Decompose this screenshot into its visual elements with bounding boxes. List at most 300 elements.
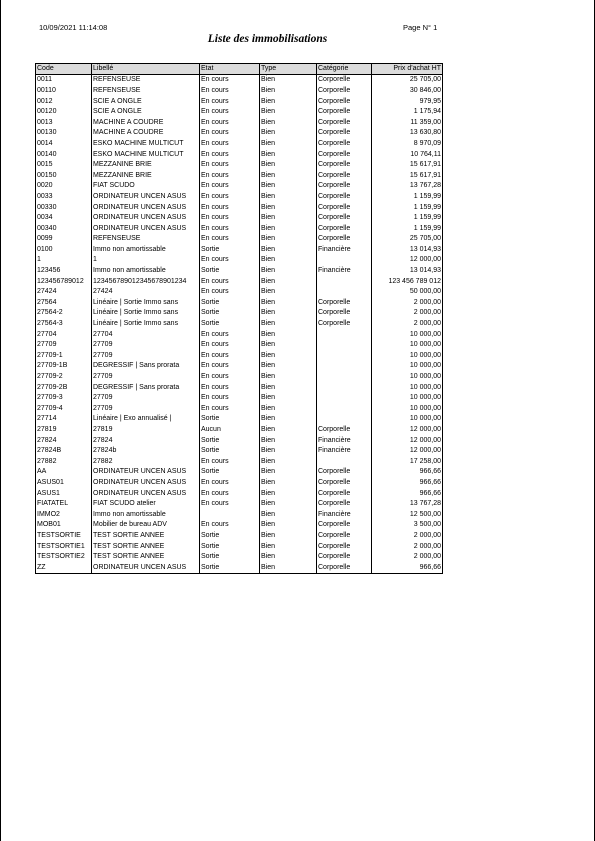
cell-categorie: Corporelle xyxy=(317,478,372,489)
cell-etat: En cours xyxy=(200,86,260,97)
cell-type: Bien xyxy=(260,361,317,372)
cell-code: TESTSORTIE xyxy=(36,531,92,542)
cell-libelle: 27704 xyxy=(92,329,200,340)
cell-etat: En cours xyxy=(200,75,260,86)
cell-prix-achat: 966,66 xyxy=(419,489,441,497)
cell-etat: Sortie xyxy=(200,435,260,446)
cell-type: Bien xyxy=(260,488,317,499)
table-row xyxy=(36,414,443,425)
cell-prix-achat: 10 000,00 xyxy=(409,341,441,349)
table-row xyxy=(36,520,443,531)
cell-code: 00120 xyxy=(36,107,92,118)
assets-table xyxy=(35,63,443,574)
cell-code: TESTSORTIE2 xyxy=(36,552,92,563)
cell-libelle: FIAT SCUDO atelier xyxy=(92,499,200,510)
cell-type: Bien xyxy=(260,552,317,563)
cell-categorie: Corporelle xyxy=(317,160,372,171)
cell-libelle: ORDINATEUR UNCEN ASUS xyxy=(92,224,200,235)
cell-etat: Sortie xyxy=(200,531,260,542)
cell-categorie: Corporelle xyxy=(317,234,372,245)
cell-type: Bien xyxy=(260,298,317,309)
cell-prix-achat: 15 617,91 xyxy=(409,161,441,169)
print-date: 10/09/2021 11:14:08 xyxy=(39,23,108,32)
table-row xyxy=(36,372,443,383)
cell-etat: En cours xyxy=(200,149,260,160)
cell-categorie: Corporelle xyxy=(317,96,372,107)
cell-code: 27824B xyxy=(36,446,92,457)
cell-categorie: Financière xyxy=(317,510,372,521)
cell-prix-achat: 13 767,28 xyxy=(409,182,441,190)
cell-etat: En cours xyxy=(200,255,260,266)
cell-code: 27709-1 xyxy=(36,351,92,362)
cell-code: 27709 xyxy=(36,340,92,351)
table-row xyxy=(36,435,443,446)
cell-prix-achat: 13 767,28 xyxy=(409,500,441,508)
cell-libelle: Linéaire | Sortie Immo sans xyxy=(92,298,200,309)
cell-type: Bien xyxy=(260,234,317,245)
cell-type: Bien xyxy=(260,171,317,182)
cell-type: Bien xyxy=(260,86,317,97)
cell-libelle: 27424 xyxy=(92,287,200,298)
cell-type: Bien xyxy=(260,425,317,436)
cell-etat: Sortie xyxy=(200,319,260,330)
cell-type: Bien xyxy=(260,414,317,425)
cell-etat: Sortie xyxy=(200,266,260,277)
table-row xyxy=(36,245,443,256)
table-row xyxy=(36,181,443,192)
cell-categorie xyxy=(317,329,372,340)
cell-prix-achat: 2 000,00 xyxy=(413,320,441,328)
cell-categorie xyxy=(317,351,372,362)
cell-type: Bien xyxy=(260,118,317,129)
cell-code: 27564 xyxy=(36,298,92,309)
table-row xyxy=(36,457,443,468)
cell-type: Bien xyxy=(260,128,317,139)
cell-code: 0100 xyxy=(36,245,92,256)
cell-categorie xyxy=(317,276,372,287)
column-header-etat: Etat xyxy=(200,64,260,75)
cell-libelle: TEST SORTIE ANNEE xyxy=(92,541,200,552)
cell-prix-achat: 50 000,00 xyxy=(409,288,441,296)
cell-libelle: ORDINATEUR UNCEN ASUS xyxy=(92,478,200,489)
cell-type: Bien xyxy=(260,351,317,362)
column-header-libelle: Libellé xyxy=(92,64,200,75)
cell-categorie xyxy=(317,255,372,266)
cell-libelle: 27709 xyxy=(92,404,200,415)
cell-etat: En cours xyxy=(200,234,260,245)
cell-categorie: Corporelle xyxy=(317,541,372,552)
table-row xyxy=(36,234,443,245)
cell-libelle: SCIE A ONGLE xyxy=(92,107,200,118)
cell-prix-achat: 10 000,00 xyxy=(409,330,441,338)
cell-libelle: Immo non amortissable xyxy=(92,266,200,277)
cell-etat: En cours xyxy=(200,213,260,224)
cell-libelle: Linéaire | Sortie Immo sans xyxy=(92,319,200,330)
cell-code: 00110 xyxy=(36,86,92,97)
cell-libelle: ESKO MACHINE MULTICUT xyxy=(92,139,200,150)
cell-prix-achat: 30 846,00 xyxy=(409,86,441,94)
cell-categorie: Corporelle xyxy=(317,224,372,235)
table-row xyxy=(36,351,443,362)
table-header-row xyxy=(36,64,443,75)
cell-etat: Aucun xyxy=(200,425,260,436)
cell-type: Bien xyxy=(260,96,317,107)
cell-type: Bien xyxy=(260,372,317,383)
cell-categorie: Corporelle xyxy=(317,563,372,574)
cell-categorie: Corporelle xyxy=(317,171,372,182)
cell-prix-achat: 1 175,94 xyxy=(413,108,441,116)
column-header-prix-achat: Prix d'achat HT xyxy=(372,64,443,75)
cell-etat: Sortie xyxy=(200,446,260,457)
table-row xyxy=(36,107,443,118)
cell-type: Bien xyxy=(260,404,317,415)
cell-prix-achat: 2 000,00 xyxy=(413,542,441,550)
cell-type: Bien xyxy=(260,139,317,150)
cell-code: 0034 xyxy=(36,213,92,224)
table-row xyxy=(36,510,443,521)
table-row xyxy=(36,340,443,351)
cell-categorie: Corporelle xyxy=(317,86,372,97)
table-row xyxy=(36,488,443,499)
page-title: Liste des immobilisations xyxy=(207,33,328,45)
cell-type: Bien xyxy=(260,393,317,404)
table-row xyxy=(36,202,443,213)
cell-code: 27424 xyxy=(36,287,92,298)
cell-libelle: FIAT SCUDO xyxy=(92,181,200,192)
cell-code: 27824 xyxy=(36,435,92,446)
cell-prix-achat: 10 000,00 xyxy=(409,415,441,423)
table-row xyxy=(36,478,443,489)
cell-code: 27819 xyxy=(36,425,92,436)
cell-libelle: 27709 xyxy=(92,393,200,404)
cell-categorie: Corporelle xyxy=(317,192,372,203)
cell-categorie: Corporelle xyxy=(317,298,372,309)
cell-code: 123456789012 xyxy=(36,276,92,287)
cell-categorie: Corporelle xyxy=(317,128,372,139)
cell-prix-achat: 2 000,00 xyxy=(413,298,441,306)
cell-libelle: ORDINATEUR UNCEN ASUS xyxy=(92,213,200,224)
table-row xyxy=(36,499,443,510)
cell-etat: En cours xyxy=(200,107,260,118)
cell-prix-achat: 12 000,00 xyxy=(409,436,441,444)
cell-type: Bien xyxy=(260,160,317,171)
cell-prix-achat: 966,66 xyxy=(419,478,441,486)
cell-prix-achat: 123 456 789 012 xyxy=(388,277,441,285)
cell-libelle: DEGRESSIF | Sans prorata xyxy=(92,361,200,372)
cell-type: Bien xyxy=(260,319,317,330)
table-row xyxy=(36,287,443,298)
cell-prix-achat: 12 000,00 xyxy=(409,425,441,433)
cell-etat: En cours xyxy=(200,499,260,510)
cell-etat: En cours xyxy=(200,118,260,129)
table-row xyxy=(36,213,443,224)
cell-code: 0011 xyxy=(36,75,92,86)
cell-code: 0013 xyxy=(36,118,92,129)
cell-type: Bien xyxy=(260,329,317,340)
cell-libelle: REFENSEUSE xyxy=(92,234,200,245)
cell-prix-achat: 1 159,99 xyxy=(413,203,441,211)
cell-etat: En cours xyxy=(200,340,260,351)
cell-etat: Sortie xyxy=(200,308,260,319)
cell-prix-achat: 12 500,00 xyxy=(409,510,441,518)
cell-code: 27564-3 xyxy=(36,319,92,330)
cell-etat: En cours xyxy=(200,329,260,340)
table-row xyxy=(36,192,443,203)
cell-code: 123456 xyxy=(36,266,92,277)
cell-type: Bien xyxy=(260,478,317,489)
table-row xyxy=(36,404,443,415)
cell-categorie: Financière xyxy=(317,435,372,446)
table-row xyxy=(36,139,443,150)
cell-code: 0033 xyxy=(36,192,92,203)
cell-prix-achat: 10 000,00 xyxy=(409,373,441,381)
cell-libelle: Mobilier de bureau ADV xyxy=(92,520,200,531)
cell-type: Bien xyxy=(260,75,317,86)
cell-etat: En cours xyxy=(200,181,260,192)
cell-libelle: SCIE A ONGLE xyxy=(92,96,200,107)
cell-code: 0099 xyxy=(36,234,92,245)
cell-categorie: Financière xyxy=(317,245,372,256)
cell-etat: En cours xyxy=(200,276,260,287)
cell-code: 0014 xyxy=(36,139,92,150)
cell-code: TESTSORTIE1 xyxy=(36,541,92,552)
cell-categorie: Corporelle xyxy=(317,75,372,86)
cell-categorie: Corporelle xyxy=(317,467,372,478)
cell-code: 0012 xyxy=(36,96,92,107)
table-row xyxy=(36,255,443,266)
cell-libelle: ORDINATEUR UNCEN ASUS xyxy=(92,192,200,203)
cell-code: 0015 xyxy=(36,160,92,171)
cell-libelle: MEZZANINE BRIE xyxy=(92,171,200,182)
cell-prix-achat: 25 705,00 xyxy=(409,235,441,243)
cell-categorie: Corporelle xyxy=(317,488,372,499)
cell-etat: Sortie xyxy=(200,245,260,256)
cell-etat: Sortie xyxy=(200,541,260,552)
cell-type: Bien xyxy=(260,266,317,277)
column-header-categorie: Catégorie xyxy=(317,64,372,75)
cell-prix-achat: 15 617,91 xyxy=(409,171,441,179)
cell-libelle: 1 xyxy=(92,255,200,266)
cell-type: Bien xyxy=(260,192,317,203)
cell-etat xyxy=(200,510,260,521)
table-row xyxy=(36,128,443,139)
table-row xyxy=(36,563,443,574)
cell-code: 27714 xyxy=(36,414,92,425)
table-row xyxy=(36,86,443,97)
cell-prix-achat: 8 970,09 xyxy=(413,139,441,147)
cell-type: Bien xyxy=(260,308,317,319)
cell-code: 27709-3 xyxy=(36,393,92,404)
cell-categorie xyxy=(317,340,372,351)
table-row xyxy=(36,118,443,129)
cell-etat: En cours xyxy=(200,478,260,489)
cell-etat: En cours xyxy=(200,192,260,203)
cell-code: 00330 xyxy=(36,202,92,213)
cell-prix-achat: 979,95 xyxy=(419,97,441,105)
cell-type: Bien xyxy=(260,563,317,574)
cell-type: Bien xyxy=(260,276,317,287)
cell-etat: En cours xyxy=(200,372,260,383)
cell-etat: En cours xyxy=(200,224,260,235)
cell-code: ZZ xyxy=(36,563,92,574)
cell-etat: En cours xyxy=(200,160,260,171)
cell-code: IMMO2 xyxy=(36,510,92,521)
cell-categorie: Corporelle xyxy=(317,213,372,224)
cell-type: Bien xyxy=(260,435,317,446)
cell-type: Bien xyxy=(260,149,317,160)
cell-prix-achat: 966,66 xyxy=(419,563,441,571)
cell-categorie: Corporelle xyxy=(317,118,372,129)
cell-prix-achat: 13 630,80 xyxy=(409,129,441,137)
cell-libelle: Immo non amortissable xyxy=(92,245,200,256)
cell-categorie xyxy=(317,414,372,425)
cell-type: Bien xyxy=(260,446,317,457)
cell-libelle: 27882 xyxy=(92,457,200,468)
cell-etat: Sortie xyxy=(200,467,260,478)
cell-categorie: Corporelle xyxy=(317,181,372,192)
cell-categorie xyxy=(317,382,372,393)
cell-etat: En cours xyxy=(200,139,260,150)
cell-type: Bien xyxy=(260,382,317,393)
cell-categorie: Corporelle xyxy=(317,139,372,150)
cell-categorie: Corporelle xyxy=(317,308,372,319)
cell-code: 27709-2 xyxy=(36,372,92,383)
cell-categorie: Corporelle xyxy=(317,520,372,531)
cell-etat: En cours xyxy=(200,171,260,182)
cell-type: Bien xyxy=(260,255,317,266)
table-row xyxy=(36,393,443,404)
cell-categorie: Corporelle xyxy=(317,531,372,542)
cell-libelle: MACHINE A COUDRE xyxy=(92,118,200,129)
cell-type: Bien xyxy=(260,499,317,510)
cell-categorie: Corporelle xyxy=(317,425,372,436)
table-row xyxy=(36,266,443,277)
cell-code: 27709-2B xyxy=(36,382,92,393)
cell-etat: Sortie xyxy=(200,563,260,574)
cell-code: ASUS1 xyxy=(36,488,92,499)
cell-libelle: 27709 xyxy=(92,351,200,362)
cell-type: Bien xyxy=(260,520,317,531)
cell-prix-achat: 25 705,00 xyxy=(409,76,441,84)
cell-etat: Sortie xyxy=(200,414,260,425)
cell-prix-achat: 13 014,93 xyxy=(409,245,441,253)
cell-libelle: ORDINATEUR UNCEN ASUS xyxy=(92,563,200,574)
cell-prix-achat: 1 159,99 xyxy=(413,214,441,222)
cell-etat: Sortie xyxy=(200,552,260,563)
cell-code: 27704 xyxy=(36,329,92,340)
cell-prix-achat: 1 159,99 xyxy=(413,192,441,200)
cell-prix-achat: 2 000,00 xyxy=(413,531,441,539)
cell-libelle: 27824b xyxy=(92,446,200,457)
table-row xyxy=(36,276,443,287)
page-number: Page N° 1 xyxy=(403,23,438,32)
cell-etat: En cours xyxy=(200,202,260,213)
cell-prix-achat: 10 000,00 xyxy=(409,362,441,370)
table-row xyxy=(36,171,443,182)
cell-code: 00140 xyxy=(36,149,92,160)
table-row xyxy=(36,329,443,340)
cell-libelle: ORDINATEUR UNCEN ASUS xyxy=(92,467,200,478)
cell-code: 1 xyxy=(36,255,92,266)
cell-type: Bien xyxy=(260,202,317,213)
cell-prix-achat: 12 000,00 xyxy=(409,447,441,455)
cell-type: Bien xyxy=(260,457,317,468)
cell-code: ASUS01 xyxy=(36,478,92,489)
cell-categorie: Financière xyxy=(317,446,372,457)
cell-libelle: 27824 xyxy=(92,435,200,446)
cell-type: Bien xyxy=(260,287,317,298)
cell-prix-achat: 2 000,00 xyxy=(413,553,441,561)
cell-prix-achat: 12 000,00 xyxy=(409,256,441,264)
cell-libelle: DEGRESSIF | Sans prorata xyxy=(92,382,200,393)
cell-categorie: Corporelle xyxy=(317,499,372,510)
cell-libelle: Linéaire | Sortie Immo sans xyxy=(92,308,200,319)
cell-categorie: Corporelle xyxy=(317,202,372,213)
cell-code: 27882 xyxy=(36,457,92,468)
table-row xyxy=(36,308,443,319)
cell-categorie: Corporelle xyxy=(317,107,372,118)
table-row xyxy=(36,541,443,552)
cell-code: 0020 xyxy=(36,181,92,192)
page-left-border xyxy=(0,0,1,841)
table-row xyxy=(36,298,443,309)
cell-prix-achat: 17 258,00 xyxy=(409,457,441,465)
cell-type: Bien xyxy=(260,340,317,351)
cell-libelle: TEST SORTIE ANNEE xyxy=(92,552,200,563)
cell-type: Bien xyxy=(260,541,317,552)
table-row xyxy=(36,552,443,563)
cell-etat: En cours xyxy=(200,404,260,415)
table-row xyxy=(36,446,443,457)
table-row xyxy=(36,75,443,86)
cell-categorie: Corporelle xyxy=(317,552,372,563)
cell-etat: En cours xyxy=(200,287,260,298)
cell-categorie xyxy=(317,393,372,404)
cell-prix-achat: 3 500,00 xyxy=(413,521,441,529)
cell-prix-achat: 2 000,00 xyxy=(413,309,441,317)
cell-libelle: Immo non amortissable xyxy=(92,510,200,521)
cell-etat: En cours xyxy=(200,361,260,372)
cell-type: Bien xyxy=(260,510,317,521)
cell-type: Bien xyxy=(260,107,317,118)
cell-etat: En cours xyxy=(200,520,260,531)
cell-code: 00150 xyxy=(36,171,92,182)
cell-prix-achat: 10 000,00 xyxy=(409,351,441,359)
cell-libelle: 27819 xyxy=(92,425,200,436)
cell-libelle: REFENSEUSE xyxy=(92,75,200,86)
cell-libelle: MACHINE A COUDRE xyxy=(92,128,200,139)
cell-categorie xyxy=(317,457,372,468)
table-row xyxy=(36,160,443,171)
table-row xyxy=(36,467,443,478)
cell-code: 00130 xyxy=(36,128,92,139)
cell-code: AA xyxy=(36,467,92,478)
cell-type: Bien xyxy=(260,224,317,235)
cell-prix-achat: 10 000,00 xyxy=(409,404,441,412)
cell-type: Bien xyxy=(260,245,317,256)
cell-etat: En cours xyxy=(200,128,260,139)
column-header-type: Type xyxy=(260,64,317,75)
table-row xyxy=(36,425,443,436)
cell-type: Bien xyxy=(260,531,317,542)
cell-code: 27709-4 xyxy=(36,404,92,415)
cell-categorie: Corporelle xyxy=(317,149,372,160)
cell-categorie: Financière xyxy=(317,266,372,277)
cell-code: MOB01 xyxy=(36,520,92,531)
cell-libelle: ORDINATEUR UNCEN ASUS xyxy=(92,202,200,213)
cell-code: FIATATEL xyxy=(36,499,92,510)
cell-categorie xyxy=(317,404,372,415)
